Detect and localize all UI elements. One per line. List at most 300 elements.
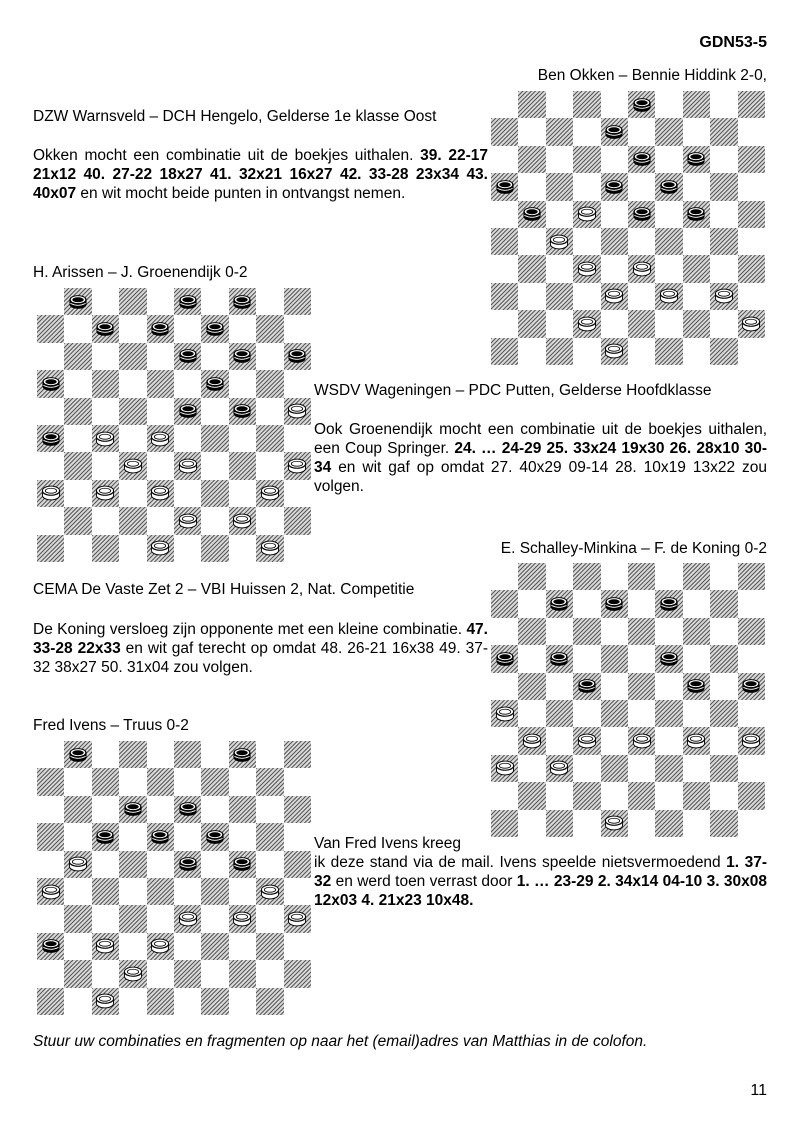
board-square-light: [518, 755, 545, 782]
commentary-text: en wit mocht beide punten in ontvangst nemen.: [76, 185, 406, 202]
board-square-light: [37, 343, 64, 370]
footer-note: Stuur uw combinaties en fragmenten op naar het (email)adres van Matthias in de colofon.: [33, 1033, 648, 1050]
board-square-dark: [710, 810, 737, 837]
board-square-light: [738, 228, 765, 255]
board-square-dark: [284, 343, 311, 370]
board-square-light: [738, 645, 765, 672]
white-piece-icon: [151, 485, 170, 501]
board-square-dark: [683, 255, 710, 282]
board-square-light: [64, 425, 91, 452]
board-square-dark: [256, 878, 283, 905]
board-square-light: [546, 673, 573, 700]
board-square-light: [284, 823, 311, 850]
board-square-light: [655, 91, 682, 118]
board-square-dark: [229, 960, 256, 987]
board-square-dark: [546, 228, 573, 255]
board-square-dark: [147, 315, 174, 342]
board-square-dark: [147, 425, 174, 452]
board-square-light: [147, 851, 174, 878]
board-square-dark: [518, 255, 545, 282]
board-square-dark: [710, 118, 737, 145]
board-square-dark: [119, 741, 146, 768]
white-piece-icon: [550, 234, 569, 250]
board-square-dark: [710, 173, 737, 200]
board-square-light: [738, 118, 765, 145]
white-piece-icon: [605, 288, 624, 304]
board-square-light: [64, 933, 91, 960]
board-square-light: [573, 283, 600, 310]
board-square-dark: [628, 782, 655, 809]
commentary-ivens: [314, 853, 767, 910]
board-square-dark: [573, 255, 600, 282]
commentary-ivens-line1: Van Fred Ivens kreeg: [314, 835, 462, 852]
board-square-dark: [256, 535, 283, 562]
black-piece-icon: [41, 938, 60, 954]
board-square-dark: [655, 338, 682, 365]
board-square-light: [64, 480, 91, 507]
move-notation: 47. 33-28 22x33: [33, 621, 488, 657]
black-piece-icon: [632, 151, 651, 167]
board-square-dark: [710, 228, 737, 255]
board-square-dark: [518, 146, 545, 173]
board-square-dark: [64, 288, 91, 315]
commentary-text: Ook Groenendijk mocht een combinatie uit de boekjes uithalen, een Coup Springer.: [314, 421, 767, 457]
board-square-dark: [64, 796, 91, 823]
board-square-dark: [655, 228, 682, 255]
board-square-light: [174, 425, 201, 452]
board-square-light: [546, 91, 573, 118]
board-square-dark: [147, 878, 174, 905]
board-square-light: [683, 755, 710, 782]
white-piece-icon: [714, 288, 733, 304]
board-square-dark: [92, 315, 119, 342]
board-square-light: [284, 768, 311, 795]
board-square-light: [229, 480, 256, 507]
black-piece-icon: [96, 829, 115, 845]
board-square-dark: [229, 741, 256, 768]
board-square-light: [201, 398, 228, 425]
board-square-dark: [92, 480, 119, 507]
board-square-dark: [655, 810, 682, 837]
white-piece-icon: [233, 911, 252, 927]
board-square-light: [229, 768, 256, 795]
board-square-light: [628, 283, 655, 310]
board-square-light: [64, 878, 91, 905]
board-square-light: [201, 452, 228, 479]
board-square-dark: [628, 563, 655, 590]
board-square-dark: [92, 425, 119, 452]
board-square-dark: [64, 741, 91, 768]
board-square-light: [256, 452, 283, 479]
board-square-light: [119, 823, 146, 850]
board-square-light: [64, 988, 91, 1015]
board-square-dark: [738, 727, 765, 754]
board-square-dark: [573, 673, 600, 700]
board-square-light: [546, 146, 573, 173]
board-square-dark: [738, 201, 765, 228]
board-square-dark: [229, 796, 256, 823]
board-square-dark: [256, 370, 283, 397]
board-square-dark: [64, 851, 91, 878]
board-square-light: [546, 310, 573, 337]
board-square-light: [683, 590, 710, 617]
white-piece-icon: [632, 261, 651, 277]
board-square-light: [628, 810, 655, 837]
board-square-light: [655, 727, 682, 754]
board-square-light: [229, 933, 256, 960]
match-line-wageningen-putten: WSDV Wageningen – PDC Putten, Gelderse Hoofdklasse: [314, 382, 712, 399]
board-square-light: [601, 310, 628, 337]
board-square-dark: [573, 563, 600, 590]
black-piece-icon: [178, 403, 197, 419]
board-square-dark: [119, 507, 146, 534]
board-square-dark: [119, 288, 146, 315]
board-square-light: [201, 507, 228, 534]
board-square-dark: [92, 933, 119, 960]
board-square-light: [284, 315, 311, 342]
black-piece-icon: [660, 651, 679, 667]
white-piece-icon: [605, 815, 624, 831]
board-square-dark: [201, 480, 228, 507]
board-square-dark: [738, 673, 765, 700]
board-square-light: [655, 201, 682, 228]
board-square-dark: [174, 960, 201, 987]
board-square-dark: [710, 283, 737, 310]
board-square-dark: [284, 960, 311, 987]
board-square-light: [491, 727, 518, 754]
white-piece-icon: [151, 540, 170, 556]
board-square-dark: [284, 741, 311, 768]
board-square-dark: [256, 768, 283, 795]
black-piece-icon: [69, 747, 88, 763]
board-square-dark: [174, 741, 201, 768]
board-square-light: [710, 782, 737, 809]
board-square-light: [518, 590, 545, 617]
white-piece-icon: [742, 733, 761, 749]
board-square-dark: [546, 118, 573, 145]
board-square-light: [601, 255, 628, 282]
board-square-light: [201, 288, 228, 315]
board-square-light: [683, 338, 710, 365]
board-square-light: [518, 700, 545, 727]
game-title-arissen-groenendijk: H. Arissen – J. Groenendijk 0-2: [33, 264, 248, 281]
board-square-dark: [201, 768, 228, 795]
board-square-dark: [518, 310, 545, 337]
board-square-light: [491, 673, 518, 700]
board-square-dark: [628, 673, 655, 700]
board-square-light: [573, 173, 600, 200]
board-square-dark: [628, 618, 655, 645]
board-square-dark: [284, 507, 311, 534]
white-piece-icon: [288, 911, 307, 927]
board-square-dark: [284, 452, 311, 479]
board-square-light: [92, 452, 119, 479]
board-square-light: [147, 398, 174, 425]
board-square-dark: [229, 398, 256, 425]
game-title-okken-hiddink: Ben Okken – Bennie Hiddink 2-0,: [537, 67, 767, 84]
board-square-dark: [147, 988, 174, 1015]
board-square-dark: [573, 146, 600, 173]
game-title-ivens-truus: Fred Ivens – Truus 0-2: [33, 717, 189, 734]
board-square-light: [655, 255, 682, 282]
board-square-dark: [256, 315, 283, 342]
board-square-dark: [229, 905, 256, 932]
board-square-dark: [573, 782, 600, 809]
board-square-dark: [284, 905, 311, 932]
board-square-dark: [174, 452, 201, 479]
board-square-light: [710, 673, 737, 700]
board-square-dark: [37, 425, 64, 452]
board-square-dark: [655, 645, 682, 672]
board-square-light: [92, 398, 119, 425]
board-square-light: [256, 343, 283, 370]
white-piece-icon: [41, 884, 60, 900]
board-square-dark: [147, 823, 174, 850]
board-square-dark: [147, 480, 174, 507]
black-piece-icon: [233, 294, 252, 310]
board-square-light: [655, 310, 682, 337]
board-square-dark: [147, 933, 174, 960]
black-piece-icon: [523, 206, 542, 222]
white-piece-icon: [660, 288, 679, 304]
board-square-light: [738, 810, 765, 837]
board-square-light: [284, 933, 311, 960]
board-square-light: [546, 563, 573, 590]
board-square-dark: [174, 398, 201, 425]
board-square-light: [710, 310, 737, 337]
board-square-light: [601, 782, 628, 809]
white-piece-icon: [605, 343, 624, 359]
white-piece-icon: [495, 706, 514, 722]
page-header-code: GDN53-5: [699, 34, 767, 51]
black-piece-icon: [151, 829, 170, 845]
black-piece-icon: [206, 829, 225, 845]
board-square-light: [256, 905, 283, 932]
board-square-dark: [546, 283, 573, 310]
white-piece-icon: [96, 938, 115, 954]
board-square-light: [491, 146, 518, 173]
board-square-dark: [37, 933, 64, 960]
board-square-light: [628, 338, 655, 365]
board-square-light: [546, 782, 573, 809]
black-piece-icon: [233, 403, 252, 419]
board-square-dark: [518, 782, 545, 809]
board-square-light: [37, 452, 64, 479]
board-square-light: [546, 201, 573, 228]
board-square-dark: [37, 768, 64, 795]
black-piece-icon: [577, 678, 596, 694]
board-square-light: [64, 370, 91, 397]
board-square-dark: [683, 618, 710, 645]
board-square-light: [147, 796, 174, 823]
white-piece-icon: [495, 760, 514, 776]
board-square-light: [655, 673, 682, 700]
board-square-light: [64, 823, 91, 850]
board-square-light: [655, 782, 682, 809]
board-square-dark: [284, 288, 311, 315]
board-square-dark: [174, 851, 201, 878]
board-square-dark: [119, 960, 146, 987]
board-square-light: [655, 618, 682, 645]
black-piece-icon: [178, 294, 197, 310]
board-square-light: [147, 960, 174, 987]
board-square-dark: [229, 343, 256, 370]
white-piece-icon: [233, 513, 252, 529]
white-piece-icon: [151, 938, 170, 954]
board-square-dark: [491, 590, 518, 617]
black-piece-icon: [632, 97, 651, 113]
board-square-dark: [491, 755, 518, 782]
board-square-light: [92, 507, 119, 534]
board-square-light: [738, 700, 765, 727]
board-square-dark: [229, 452, 256, 479]
board-square-light: [64, 768, 91, 795]
white-piece-icon: [288, 458, 307, 474]
board-square-dark: [655, 755, 682, 782]
board-square-light: [683, 118, 710, 145]
white-piece-icon: [96, 993, 115, 1009]
board-square-dark: [64, 905, 91, 932]
board-square-light: [491, 618, 518, 645]
board-square-dark: [738, 146, 765, 173]
draughts-board-ivens-truus: [37, 741, 311, 1015]
board-square-light: [284, 480, 311, 507]
board-square-dark: [628, 91, 655, 118]
board-square-dark: [546, 645, 573, 672]
board-square-dark: [64, 343, 91, 370]
board-square-light: [738, 590, 765, 617]
commentary-text: ik deze stand via de mail. Ivens speelde nietsvermoedend: [314, 854, 727, 871]
board-square-dark: [37, 535, 64, 562]
board-square-dark: [37, 315, 64, 342]
board-square-light: [284, 535, 311, 562]
board-square-dark: [491, 338, 518, 365]
black-piece-icon: [206, 376, 225, 392]
board-square-light: [491, 782, 518, 809]
board-square-light: [229, 315, 256, 342]
black-piece-icon: [660, 596, 679, 612]
board-square-light: [64, 315, 91, 342]
white-piece-icon: [96, 485, 115, 501]
black-piece-icon: [233, 348, 252, 364]
board-square-light: [573, 338, 600, 365]
board-square-light: [147, 452, 174, 479]
board-square-dark: [174, 905, 201, 932]
black-piece-icon: [495, 179, 514, 195]
board-square-light: [491, 201, 518, 228]
board-square-light: [174, 933, 201, 960]
board-square-light: [119, 933, 146, 960]
board-square-light: [201, 796, 228, 823]
white-piece-icon: [577, 261, 596, 277]
board-square-dark: [284, 398, 311, 425]
board-square-dark: [37, 988, 64, 1015]
black-piece-icon: [687, 151, 706, 167]
black-piece-icon: [41, 376, 60, 392]
board-square-dark: [601, 755, 628, 782]
board-square-light: [601, 673, 628, 700]
board-square-dark: [628, 146, 655, 173]
board-square-dark: [546, 173, 573, 200]
board-square-light: [119, 768, 146, 795]
board-square-dark: [119, 796, 146, 823]
white-piece-icon: [577, 733, 596, 749]
board-square-light: [174, 988, 201, 1015]
board-square-dark: [119, 398, 146, 425]
board-square-light: [229, 370, 256, 397]
black-piece-icon: [206, 321, 225, 337]
board-square-dark: [710, 590, 737, 617]
board-square-light: [119, 425, 146, 452]
board-square-light: [628, 228, 655, 255]
board-square-dark: [201, 988, 228, 1015]
board-square-light: [92, 796, 119, 823]
black-piece-icon: [550, 651, 569, 667]
board-square-light: [683, 173, 710, 200]
board-square-dark: [37, 878, 64, 905]
board-square-dark: [655, 700, 682, 727]
board-square-dark: [738, 310, 765, 337]
board-square-light: [256, 398, 283, 425]
board-square-light: [710, 563, 737, 590]
board-square-light: [174, 315, 201, 342]
white-piece-icon: [123, 458, 142, 474]
board-square-dark: [201, 370, 228, 397]
black-piece-icon: [742, 678, 761, 694]
board-square-dark: [229, 288, 256, 315]
white-piece-icon: [178, 911, 197, 927]
board-square-light: [256, 741, 283, 768]
board-square-light: [201, 343, 228, 370]
board-square-light: [628, 118, 655, 145]
board-square-light: [546, 255, 573, 282]
black-piece-icon: [178, 856, 197, 872]
board-square-dark: [284, 796, 311, 823]
board-square-dark: [119, 851, 146, 878]
board-square-dark: [738, 782, 765, 809]
board-square-light: [119, 878, 146, 905]
board-square-dark: [491, 645, 518, 672]
board-square-light: [491, 563, 518, 590]
board-square-dark: [628, 201, 655, 228]
board-square-dark: [738, 91, 765, 118]
board-square-dark: [92, 370, 119, 397]
board-square-light: [683, 700, 710, 727]
black-piece-icon: [495, 651, 514, 667]
black-piece-icon: [123, 801, 142, 817]
board-square-light: [601, 91, 628, 118]
board-square-dark: [601, 118, 628, 145]
board-square-light: [256, 960, 283, 987]
board-square-light: [628, 590, 655, 617]
board-square-dark: [710, 645, 737, 672]
board-square-light: [573, 645, 600, 672]
board-square-dark: [37, 480, 64, 507]
board-square-dark: [92, 878, 119, 905]
black-piece-icon: [96, 321, 115, 337]
board-square-light: [518, 118, 545, 145]
board-square-light: [518, 645, 545, 672]
board-square-light: [284, 370, 311, 397]
board-square-light: [284, 988, 311, 1015]
board-square-dark: [174, 507, 201, 534]
board-square-light: [601, 146, 628, 173]
board-square-dark: [683, 146, 710, 173]
board-square-light: [628, 755, 655, 782]
white-piece-icon: [260, 540, 279, 556]
move-notation: 1. … 23-29 2. 34x14 04-10 3. 30x08 12x03 4. 21x23 10x48.: [314, 873, 767, 909]
board-square-light: [518, 283, 545, 310]
